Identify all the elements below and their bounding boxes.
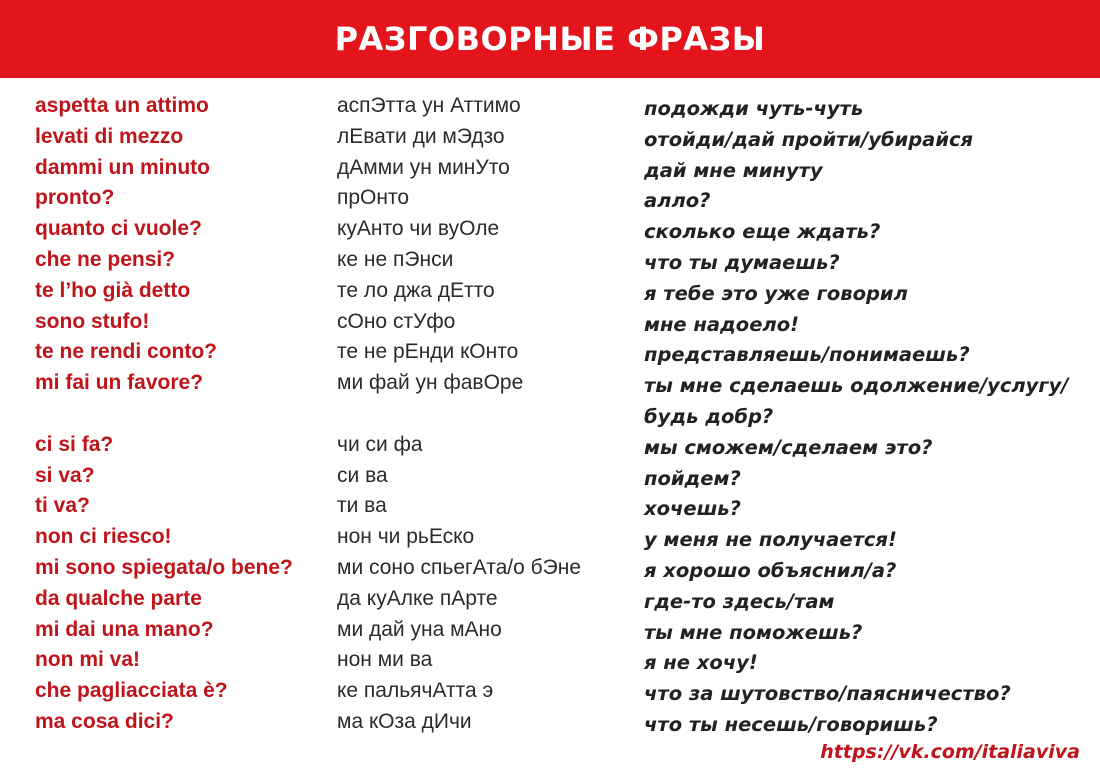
page-title: РАЗГОВОРНЫЕ ФРАЗЫ	[334, 20, 766, 58]
russian-translation: подожди чуть-чуть	[644, 97, 864, 120]
italian-phrase: da qualche parte	[35, 586, 202, 610]
russian-translation: что ты думаешь?	[644, 250, 840, 274]
source-link[interactable]: https://vk.com/italiaviva	[820, 741, 1080, 763]
italian-phrase: mi fai un favore?	[35, 371, 204, 395]
italian-phrase: ci si fa?	[35, 432, 114, 456]
russian-translation: что за шутовство/паясничество?	[644, 682, 1011, 706]
pronunciation-column	[337, 91, 581, 738]
pronunciation-text: прОнто	[337, 186, 410, 210]
russian-translation: я хорошо объяснил/а?	[644, 558, 897, 582]
pronunciation-text: ми дай уна мАно	[337, 617, 502, 641]
russian-translation: хочешь?	[644, 497, 741, 521]
pronunciation-text: ке не пЭнси	[337, 247, 454, 271]
pronunciation-text: ке пальячАтта э	[337, 679, 494, 703]
italian-phrase: aspetta un attimo	[35, 94, 209, 117]
russian-translation: сколько еще ждать?	[644, 220, 881, 244]
pronunciation-text: нон ми ва	[337, 648, 433, 672]
italian-phrase: si va?	[35, 463, 95, 487]
italian-phrase: dammi un minuto	[35, 155, 210, 179]
pronunciation-text: те не рЕнди кОнто	[337, 340, 519, 364]
italian-phrase: non mi va!	[35, 648, 141, 672]
row-spacer	[35, 399, 293, 430]
italian-phrase: che ne pensi?	[35, 247, 176, 271]
pronunciation-text: сОно стУфо	[337, 309, 456, 333]
russian-translation: что ты несешь/говоришь?	[644, 712, 938, 736]
russian-translation: отойди/дай пройти/убирайся	[644, 127, 974, 151]
italian-phrase: mi sono spiegata/o bene?	[35, 555, 293, 579]
russian-translation: у меня не получается!	[644, 528, 897, 552]
pronunciation-text: ма кОза дИчи	[337, 709, 472, 733]
russian-translation: алло?	[644, 189, 711, 213]
italian-phrase: ma cosa dici?	[35, 709, 174, 733]
italian-phrase: pronto?	[35, 186, 115, 210]
russian-translation: мне надоело!	[644, 312, 800, 336]
pronunciation-text: куАнто чи вуОле	[337, 217, 500, 241]
italian-phrase: quanto ci vuole?	[35, 217, 202, 241]
pronunciation-text: ми фай ун фавОре	[337, 371, 524, 395]
russian-translation-column	[644, 94, 1068, 741]
row-spacer	[337, 399, 581, 430]
pronunciation-text: лЕвати ди мЭдзо	[337, 124, 505, 148]
italian-phrase: sono stufo!	[35, 309, 150, 333]
italian-phrase: che pagliacciata è?	[35, 679, 228, 703]
italian-phrase: te l’ho già detto	[35, 278, 191, 302]
italian-phrase: ti va?	[35, 494, 90, 518]
italian-phrases-column	[35, 91, 293, 738]
pronunciation-text: ти ва	[337, 494, 387, 518]
italian-phrase: mi dai una mano?	[35, 617, 214, 641]
pronunciation-text: ми соно спьегАта/о бЭне	[337, 555, 582, 579]
pronunciation-text: чи си фа	[337, 432, 423, 456]
pronunciation-text: те ло джа дЕтто	[337, 278, 495, 302]
pronunciation-text: нон чи рьЕско	[337, 525, 475, 549]
italian-phrase: levati di mezzo	[35, 124, 184, 148]
pronunciation-text: аспЭтта ун Аттимо	[337, 94, 521, 117]
russian-translation: дай мне минуту	[644, 158, 823, 182]
russian-translation: ты мне поможешь?	[644, 620, 863, 644]
italian-phrase: te ne rendi conto?	[35, 340, 218, 364]
italian-phrase: non ci riesco!	[35, 525, 172, 549]
pronunciation-text: си ва	[337, 463, 388, 487]
russian-translation: где-то здесь/там	[644, 589, 835, 613]
russian-translation: ты мне сделаешь одолжение/услугу/	[644, 374, 1069, 398]
header-banner	[0, 0, 1100, 78]
pronunciation-text: да куАлке пАрте	[337, 586, 498, 610]
russian-translation: я тебе это уже говорил	[644, 281, 908, 305]
russian-translation: мы сможем/сделаем это?	[644, 435, 933, 459]
russian-translation: представляешь/понимаешь?	[644, 343, 970, 367]
pronunciation-text: дАмми ун минУто	[337, 155, 510, 179]
russian-translation: пойдем?	[644, 466, 741, 490]
russian-translation: я не хочу!	[644, 651, 758, 675]
russian-translation: будь добр?	[644, 404, 774, 428]
